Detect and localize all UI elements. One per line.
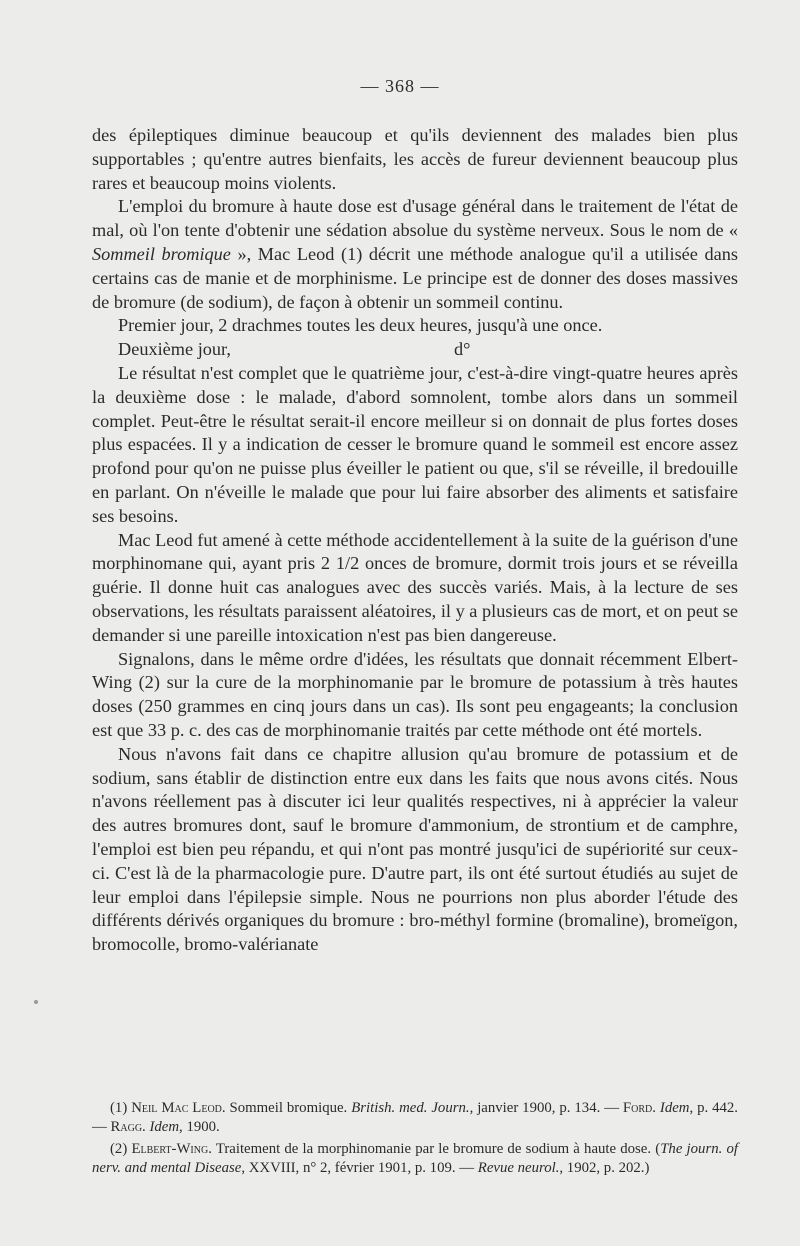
footnote-2-journal-2: Revue neurol. bbox=[477, 1160, 560, 1176]
footnote-1-text-1: . Sommeil bromique. bbox=[221, 1100, 352, 1116]
paragraph-2-text-b: », Mac Leod (1) décrit une méthode analogue qu'il a utilisée dans certains cas de manie et de morphinisme. Le principe est de donner des doses massives de bromure (de sodium), de façon à obtenir un sommeil continu. bbox=[92, 243, 738, 312]
footnote-2-text-3: , 1902, p. 202.) bbox=[559, 1160, 650, 1176]
footnote-2-text-2: , XXVIII, n° 2, février 1901, p. 109. — bbox=[241, 1160, 478, 1176]
paragraph-1: des épileptiques diminue beaucoup et qu'ils deviennent des malades bien plus supportables ; qu'entre autres bienfaits, les accès de fureur deviennent beaucoup plus rares et beaucoup moins violents. bbox=[92, 125, 738, 193]
sommeil-bromique-term: Sommeil bromique bbox=[92, 243, 231, 264]
schedule-day-2 bbox=[92, 338, 738, 362]
paragraph-3: Le résultat n'est complet que le quatrième jour, c'est-à-dire vingt-quatre heures après la deuxième dose : le malade, d'abord somnolent, tombe alors dans un sommeil complet. Peut-être le résultat serait-il encore meilleur si on donnait de plus fortes doses plus espacées. Il y a indication de cesser le bromure quand le sommeil est encore assez profond pour qu'on ne puisse plus éveiller le patient ou que, s'il se réveille, il bredouille en parlant. On n'éveille le malade que pour lui faire absorber des aliments et satisfaire ses besoins. bbox=[92, 362, 738, 526]
margin-speck bbox=[34, 1000, 38, 1004]
schedule-day-1-text: Premier jour, 2 drachmes toutes les deux heures, jusqu'à une once. bbox=[118, 315, 603, 336]
footnote-1-text-5: . bbox=[142, 1119, 150, 1135]
footnote-1-text-3: . bbox=[652, 1100, 660, 1116]
schedule-day-2-label: Deuxième jour, bbox=[118, 339, 231, 360]
footnote-1-author-1: Neil Mac Leod bbox=[131, 1100, 222, 1116]
paragraph-5: Signalons, dans le même ordre d'idées, les résultats que donnait récemment Elbert-Wing (2) sur la cure de la morphinomanie par le bromure de potassium à très hautes doses (250 grammes en cinq jours dans un cas). Ils sont peu engageants; la conclusion est que 33 p. c. des cas de morphinomanie traités par cette méthode ont été mortels. bbox=[92, 648, 738, 740]
paragraph-4: Mac Leod fut amené à cette méthode accidentellement à la suite de la guérison d'une morphinomane qui, ayant pris 2 1/2 onces de bromure, dormit trois jours et se réveilla guérie. Il donne huit cas analogues avec des succès variés. Mais, à la lecture de ses observations, les résultats paraissent aléatoires, il y a plusieurs cas de mort, et on peut se demander si une pareille intoxication n'est pas bien dangereuse. bbox=[92, 529, 738, 645]
footnote-1-number: (1) bbox=[110, 1100, 128, 1116]
footnote-1-text-4: , p. 442. — bbox=[92, 1100, 739, 1135]
page-number: — 368 — bbox=[360, 76, 440, 96]
footnote-2-number: (2) bbox=[110, 1141, 128, 1157]
footnote-1-author-2: Ford bbox=[622, 1100, 653, 1116]
paragraph-6: Nous n'avons fait dans ce chapitre allusion qu'au bromure de potassium et de sodium, sans établir de distinction entre eux dans les faits que nous avons cités. Nous n'avons réellement pas à discuter ici leur qualités respectives, ni à apprécier la valeur des autres bromures dont, sauf le bromure d'ammonium, de strontium et de camphre, l'emploi est bien peu répandu, et qui n'ont pas montré jusqu'ici de supériorité sur ceux-ci. C'est là de la pharmacologie pure. D'autre part, ils ont été surtout étudiés au sujet de leur emploi dans l'épilepsie simple. Nous ne pourrions non plus aborder l'étude des différents dérivés organiques du bromure : bro-méthyl formine (bromaline), bromeïgon, bromocolle, bromo-valérianate bbox=[92, 743, 738, 955]
footnote-2-journal-1: The journ. of nerv. and mental Disease bbox=[92, 1141, 738, 1176]
footnote-2-author-1: Elbert-Wing bbox=[131, 1141, 209, 1157]
footnote-1-journal-3: Idem bbox=[149, 1119, 180, 1135]
schedule-day-1 bbox=[92, 314, 738, 338]
dosage-schedule bbox=[92, 314, 738, 362]
footnote-1-author-3: Ragg bbox=[110, 1119, 143, 1135]
footnote-1-journal-1: British. med. Journ. bbox=[351, 1100, 470, 1116]
footnotes bbox=[92, 1099, 738, 1181]
paragraph-2-text-a: L'emploi du bromure à haute dose est d'usage général dans le traitement de l'état de mal, où l'on tente d'obtenir une sédation absolue du système nerveux. Sous le nom de « bbox=[92, 196, 738, 241]
footnote-1 bbox=[92, 1099, 738, 1137]
footnote-1-text-6: , 1900. bbox=[179, 1119, 220, 1135]
footnote-1-journal-2: Idem bbox=[659, 1100, 690, 1116]
footnote-2 bbox=[92, 1140, 738, 1178]
body-text bbox=[92, 124, 738, 957]
paragraph-2 bbox=[92, 195, 738, 314]
ditto-mark: d° bbox=[454, 339, 471, 360]
footnote-1-text-2: , janvier 1900, p. 134. — bbox=[469, 1100, 623, 1116]
footnote-2-text-1: . Traitement de la morphinomanie par le bromure de sodium à haute dose. ( bbox=[208, 1141, 661, 1157]
